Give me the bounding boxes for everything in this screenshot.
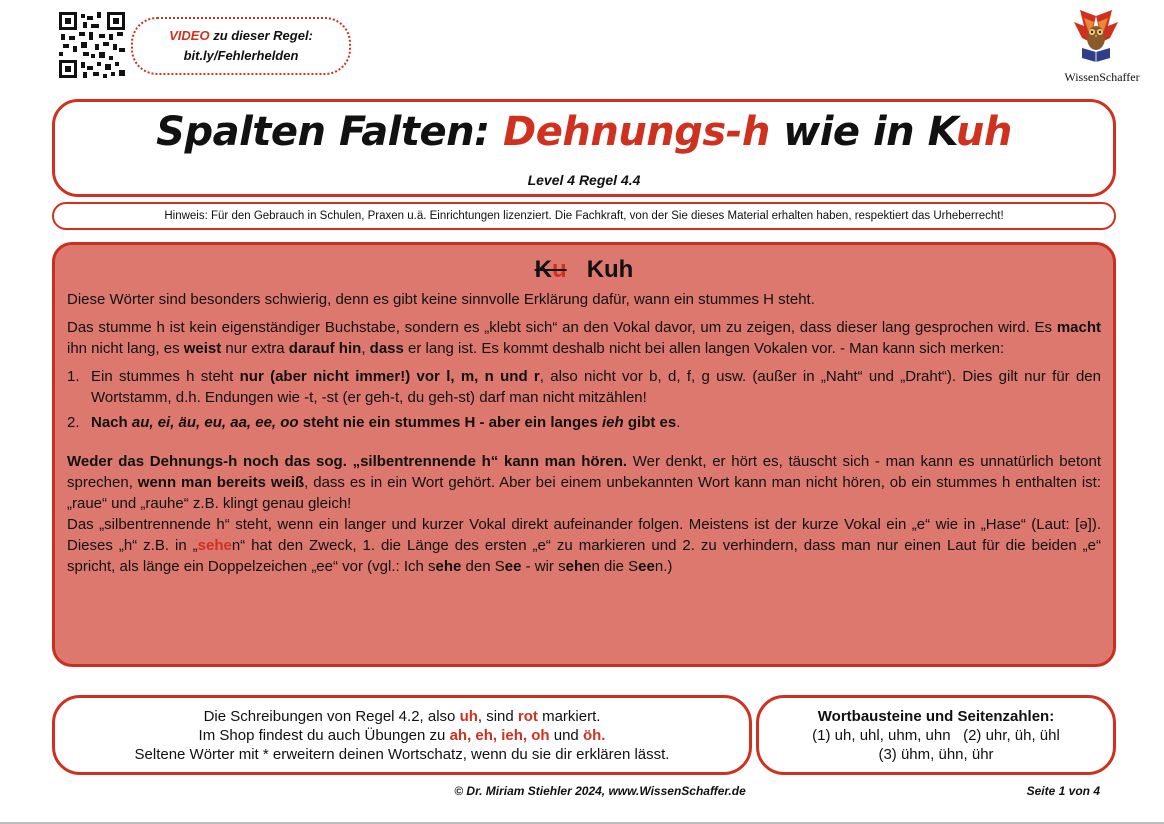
list-number: 2. xyxy=(67,414,80,431)
text-bold: steht nie ein stummes H - aber ein langes xyxy=(298,414,603,431)
text: markiert. xyxy=(537,708,601,725)
text-bold: ee xyxy=(638,558,655,575)
text-red-bold: uh xyxy=(459,708,478,725)
paragraph-4 xyxy=(67,514,1101,577)
text-red-bold: sehe xyxy=(197,537,232,554)
text-bold: Weder das Dehnungs-h noch das sog. „silbentrennende h“ kann man hören. xyxy=(67,453,628,470)
list-number: 1. xyxy=(67,368,80,385)
text: n.) xyxy=(654,558,673,575)
text: , sind xyxy=(477,708,518,725)
page-subtitle: Level 4 Regel 4.4 xyxy=(527,172,641,188)
paragraph-3 xyxy=(67,451,1101,514)
text: nur extra xyxy=(221,340,289,357)
list-item-1 xyxy=(67,366,1101,408)
text-bold: weist xyxy=(183,340,222,357)
heading-wrong-spelling xyxy=(535,256,567,283)
text: n die S xyxy=(591,558,639,575)
brand-name: WissenSchaffer xyxy=(1064,70,1140,84)
heading-wrong-k: K xyxy=(534,256,552,283)
text-red-bold: ah, eh, ieh, oh xyxy=(449,727,550,744)
footer-copyright: © Dr. Miriam Stiehler 2024, www.WissenSchaffer.de xyxy=(454,784,746,798)
text: ihn nicht lang, es xyxy=(67,340,184,357)
text: Das „silbentrennende h“ steht, wenn ein langer und kurzer Vokal direkt aufeinander folgen. Meistens ist der kurze Vokal ein „e“ wie in „Hase“ (Laut: [ə]). Dieses „h“ z.B. in „ xyxy=(67,516,1101,554)
text: - wir s xyxy=(521,558,566,575)
video-link[interactable]: bit.ly/Fehlerhelden xyxy=(183,48,299,63)
title-part-2: Dehnungs-h xyxy=(503,109,770,155)
title-part-1: Spalten Falten: xyxy=(156,109,504,155)
page-number: Seite 1 von 4 xyxy=(1026,784,1100,798)
paragraph-2 xyxy=(67,317,1101,359)
text-bold: dass xyxy=(369,340,404,357)
paragraph-1: Diese Wörter sind besonders schwierig, denn es gibt keine sinnvolle Erklärung dafür, wann ein stummes H steht. xyxy=(67,291,815,308)
main-heading xyxy=(67,255,1101,285)
text: den S xyxy=(461,558,505,575)
text-red-bold: rot xyxy=(517,708,538,725)
text: , dass es in ein Wort gehört. Aber bei einem unbekannten Wort kann man nicht hören, ob ein stummes h enthalten ist: „raue“ und „rauhe“ z.B. klingt genau gleich! xyxy=(67,474,1101,512)
notes-box xyxy=(52,695,752,775)
license-hint: Hinweis: Für den Gebrauch in Schulen, Praxen u.ä. Einrichtungen lizenziert. Die Fachkraft, von der Sie dieses Material erhalten haben, respektiert das Urheberrecht! xyxy=(52,202,1116,230)
text-bold-italic: au, ei, äu, eu, aa, ee, oo xyxy=(131,414,299,431)
list-item-2 xyxy=(67,412,1101,433)
word-parts-line-2: (3) ühm, ühn, ühr xyxy=(878,746,994,763)
text: Das stumme h ist kein eigenständiger Buchstabe, sondern es „klebt sich“ an den Vokal davor, um zu zeigen, dass dieser lang gesprochen wird. Es xyxy=(67,319,1057,336)
text: n“ hat den Zweck, 1. die Länge des ersten „e“ zu markieren und 2. zu verhindern, dass man nur einen Laut für die beiden „e“ spricht, als länge ein Doppelzeichen „ee“ vor (vgl.: Ich s xyxy=(67,537,1101,575)
video-label-rest: zu dieser Regel: xyxy=(209,28,313,43)
text-bold: ee xyxy=(504,558,522,575)
main-content xyxy=(52,242,1116,667)
video-label: VIDEO xyxy=(169,28,210,43)
text-bold: nur (aber nicht immer!) vor l, m, n und r xyxy=(239,368,540,385)
title-box xyxy=(52,99,1116,197)
text-bold: Nach xyxy=(91,414,132,431)
text: , also nicht vor b, d, f, g usw. (außer in „Naht“ und „Draht“). Dies gilt nur für den Wortstamm, d.h. Endungen wie -t, -st (er geh-t, du geh-st) darf man nicht mitzählen! xyxy=(91,368,1101,406)
heading-right-spelling: Kuh xyxy=(586,256,634,283)
video-link-box[interactable] xyxy=(131,17,351,75)
text: . xyxy=(676,414,681,431)
text-bold: ehe xyxy=(435,558,462,575)
text: er lang ist. Es kommt deshalb nicht bei allen langen Vokalen vor. - Man kann sich merken: xyxy=(403,340,1005,357)
text-bold: wenn man bereits weiß xyxy=(137,474,305,491)
text: und xyxy=(549,727,583,744)
word-parts-line-1: (1) uh, uhl, uhm, uhn (2) uhr, üh, ühl xyxy=(812,727,1060,744)
heading-wrong-u: u xyxy=(552,256,567,283)
word-parts-box xyxy=(756,695,1116,775)
title-part-4: uh xyxy=(955,109,1012,155)
text: Die Schreibungen von Regel 4.2, also xyxy=(203,708,460,725)
word-parts-title: Wortbausteine und Seitenzahlen: xyxy=(817,708,1055,725)
note-line-2 xyxy=(55,726,749,745)
text: Ein stummes h steht xyxy=(91,368,240,385)
owl-book-logo-icon xyxy=(1070,8,1122,64)
text-bold: ehe xyxy=(565,558,592,575)
text: Wer denkt, er hört es, täuscht sich - man kann es unnatürlich betont sprechen, xyxy=(67,453,1101,491)
text-red-bold: öh. xyxy=(582,727,606,744)
note-line-3: Seltene Wörter mit * erweitern deinen Wortschatz, wenn du sie dir erklären lässt. xyxy=(134,746,670,763)
page-title xyxy=(55,109,1113,155)
text-bold-italic: ieh xyxy=(602,414,624,431)
title-part-3: wie in K xyxy=(769,109,956,155)
text: , xyxy=(361,340,370,357)
qr-code-icon[interactable] xyxy=(59,12,125,78)
text: Im Shop findest du auch Übungen zu xyxy=(198,727,450,744)
text-bold: gibt es xyxy=(623,414,677,431)
text-bold: darauf hin xyxy=(288,340,362,357)
text-bold: macht xyxy=(1056,319,1101,336)
note-line-1 xyxy=(55,707,749,726)
